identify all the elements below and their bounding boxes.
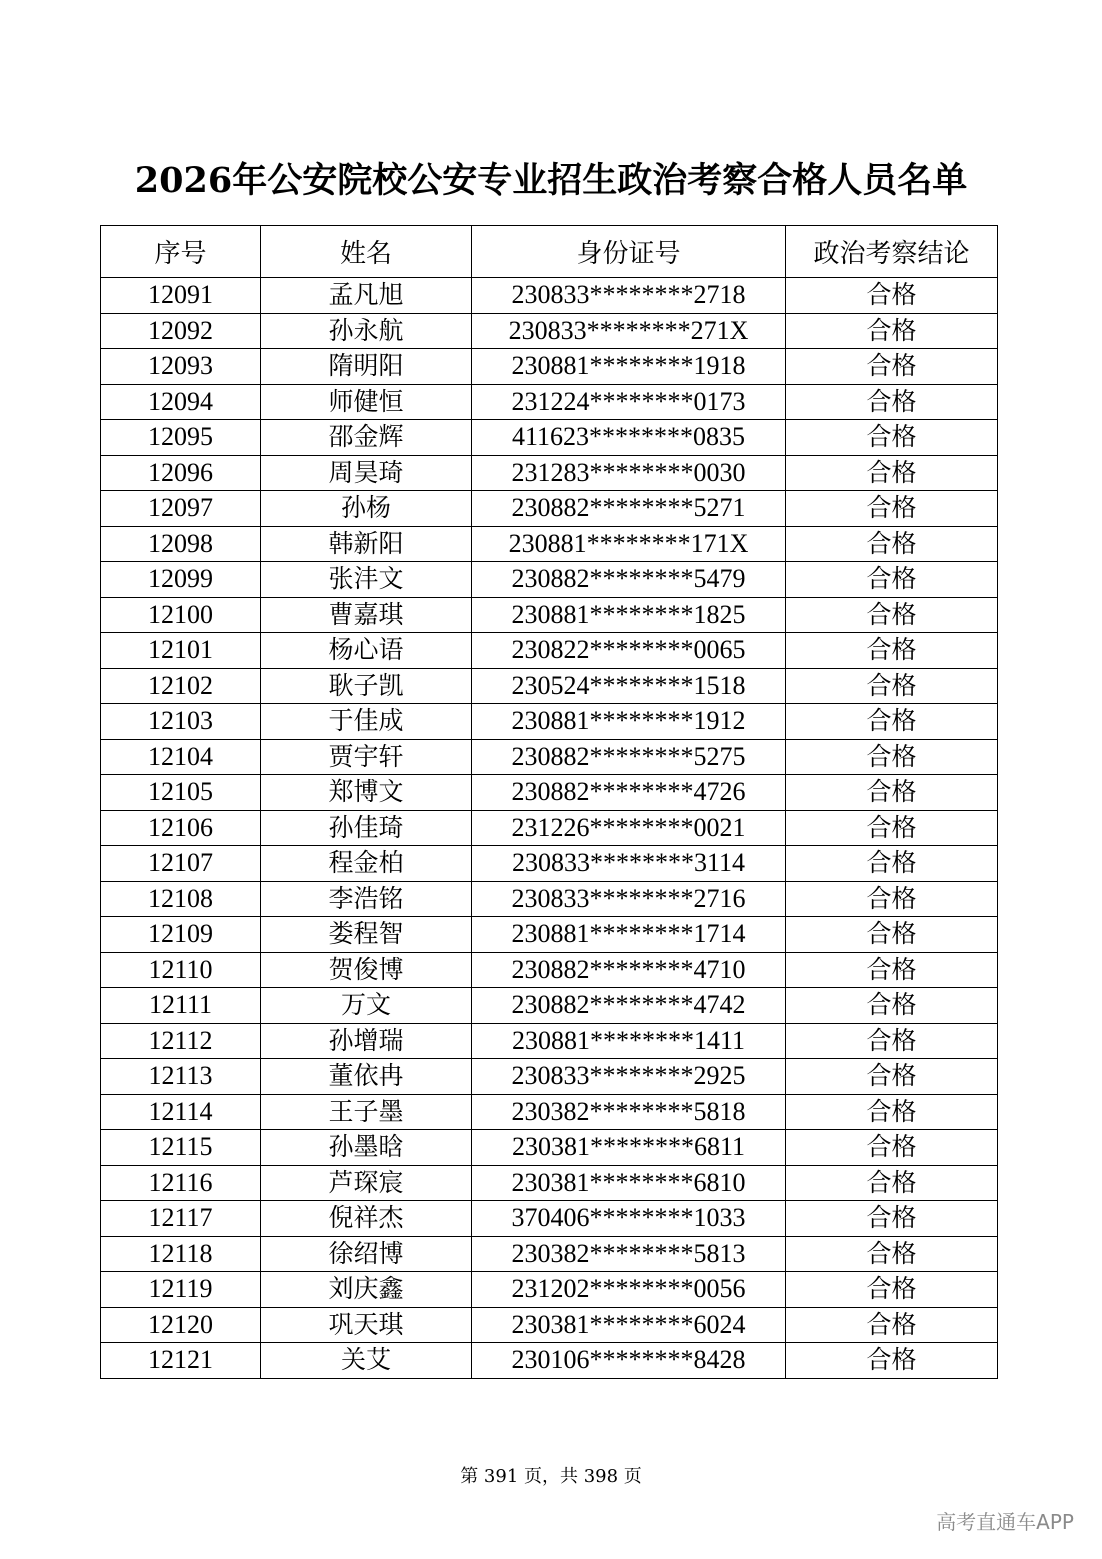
table-row — [101, 1343, 998, 1379]
id-number-cell: 230881********1825 — [472, 597, 786, 633]
table-row — [101, 455, 998, 491]
id-number-cell: 231224********0173 — [472, 384, 786, 420]
conclusion-cell: 合格 — [786, 384, 998, 420]
id-number-cell: 230833********2718 — [472, 278, 786, 314]
id-number-cell: 230882********5271 — [472, 491, 786, 527]
id-number-cell: 230833********3114 — [472, 846, 786, 882]
id-number-cell: 230822********0065 — [472, 633, 786, 669]
column-header-id-number: 身份证号 — [472, 226, 786, 278]
name-cell: 杨心语 — [261, 633, 472, 669]
name-cell: 万文 — [261, 988, 472, 1024]
id-number-cell: 230881********171X — [472, 526, 786, 562]
name-cell: 耿子凯 — [261, 668, 472, 704]
table-row — [101, 597, 998, 633]
conclusion-cell: 合格 — [786, 810, 998, 846]
name-cell: 师健恒 — [261, 384, 472, 420]
id-number-cell: 230881********1918 — [472, 349, 786, 385]
seq-cell: 12120 — [101, 1307, 261, 1343]
seq-cell: 12101 — [101, 633, 261, 669]
seq-cell: 12097 — [101, 491, 261, 527]
seq-cell: 12095 — [101, 420, 261, 456]
table-row — [101, 988, 998, 1024]
conclusion-cell: 合格 — [786, 775, 998, 811]
id-number-cell: 230882********4710 — [472, 952, 786, 988]
seq-cell: 12102 — [101, 668, 261, 704]
id-number-cell: 230382********5818 — [472, 1094, 786, 1130]
seq-cell: 12110 — [101, 952, 261, 988]
conclusion-cell: 合格 — [786, 562, 998, 598]
table-row — [101, 633, 998, 669]
conclusion-cell: 合格 — [786, 420, 998, 456]
name-cell: 孙永航 — [261, 313, 472, 349]
seq-cell: 12099 — [101, 562, 261, 598]
name-cell: 关艾 — [261, 1343, 472, 1379]
seq-cell: 12121 — [101, 1343, 261, 1379]
seq-cell: 12107 — [101, 846, 261, 882]
seq-cell: 12094 — [101, 384, 261, 420]
table-row — [101, 491, 998, 527]
id-number-cell: 230382********5813 — [472, 1236, 786, 1272]
id-number-cell: 230106********8428 — [472, 1343, 786, 1379]
table-row — [101, 739, 998, 775]
id-number-cell: 230882********5479 — [472, 562, 786, 598]
roster-body — [101, 278, 998, 1379]
seq-cell: 12104 — [101, 739, 261, 775]
table-row — [101, 526, 998, 562]
conclusion-cell: 合格 — [786, 1307, 998, 1343]
conclusion-cell: 合格 — [786, 526, 998, 562]
table-row — [101, 846, 998, 882]
table-row — [101, 1272, 998, 1308]
id-number-cell: 231226********0021 — [472, 810, 786, 846]
id-number-cell: 230881********1714 — [472, 917, 786, 953]
page-title: 2026年公安院校公安专业招生政治考察合格人员名单 — [134, 160, 968, 201]
id-number-cell: 230381********6810 — [472, 1165, 786, 1201]
name-cell: 孙墨晗 — [261, 1130, 472, 1166]
conclusion-cell: 合格 — [786, 1236, 998, 1272]
table-row — [101, 881, 998, 917]
conclusion-cell: 合格 — [786, 1130, 998, 1166]
table-row — [101, 1165, 998, 1201]
table-header-row — [101, 226, 998, 278]
conclusion-cell: 合格 — [786, 313, 998, 349]
seq-cell: 12091 — [101, 278, 261, 314]
id-number-cell: 230882********4742 — [472, 988, 786, 1024]
table-row — [101, 917, 998, 953]
conclusion-cell: 合格 — [786, 597, 998, 633]
table-row — [101, 952, 998, 988]
seq-cell: 12093 — [101, 349, 261, 385]
name-cell: 巩天琪 — [261, 1307, 472, 1343]
conclusion-cell: 合格 — [786, 881, 998, 917]
table-row — [101, 420, 998, 456]
id-number-cell: 230833********2925 — [472, 1059, 786, 1095]
seq-cell: 12096 — [101, 455, 261, 491]
conclusion-cell: 合格 — [786, 668, 998, 704]
name-cell: 孙杨 — [261, 491, 472, 527]
id-number-cell: 370406********1033 — [472, 1201, 786, 1237]
conclusion-cell: 合格 — [786, 1201, 998, 1237]
name-cell: 周昊琦 — [261, 455, 472, 491]
name-cell: 贾宇轩 — [261, 739, 472, 775]
id-number-cell: 230381********6811 — [472, 1130, 786, 1166]
name-cell: 刘庆鑫 — [261, 1272, 472, 1308]
seq-cell: 12115 — [101, 1130, 261, 1166]
id-number-cell: 230881********1912 — [472, 704, 786, 740]
table-row — [101, 668, 998, 704]
conclusion-cell: 合格 — [786, 1272, 998, 1308]
id-number-cell: 230881********1411 — [472, 1023, 786, 1059]
table-row — [101, 1130, 998, 1166]
name-cell: 程金柏 — [261, 846, 472, 882]
seq-cell: 12106 — [101, 810, 261, 846]
seq-cell: 12116 — [101, 1165, 261, 1201]
table-row — [101, 1094, 998, 1130]
conclusion-cell: 合格 — [786, 739, 998, 775]
seq-cell: 12092 — [101, 313, 261, 349]
name-cell: 王子墨 — [261, 1094, 472, 1130]
name-cell: 芦琛宸 — [261, 1165, 472, 1201]
conclusion-cell: 合格 — [786, 491, 998, 527]
conclusion-cell: 合格 — [786, 1059, 998, 1095]
conclusion-cell: 合格 — [786, 349, 998, 385]
name-cell: 贺俊博 — [261, 952, 472, 988]
id-number-cell: 230882********5275 — [472, 739, 786, 775]
name-cell: 孟凡旭 — [261, 278, 472, 314]
table-row — [101, 384, 998, 420]
seq-cell: 12100 — [101, 597, 261, 633]
name-cell: 李浩铭 — [261, 881, 472, 917]
table-row — [101, 1201, 998, 1237]
seq-cell: 12113 — [101, 1059, 261, 1095]
name-cell: 倪祥杰 — [261, 1201, 472, 1237]
watermark: 高考直通车APP — [936, 1510, 1074, 1534]
name-cell: 于佳成 — [261, 704, 472, 740]
seq-cell: 12111 — [101, 988, 261, 1024]
roster-table — [100, 225, 998, 1379]
name-cell: 郑博文 — [261, 775, 472, 811]
conclusion-cell: 合格 — [786, 633, 998, 669]
id-number-cell: 411623********0835 — [472, 420, 786, 456]
seq-cell: 12117 — [101, 1201, 261, 1237]
table-row — [101, 1307, 998, 1343]
table-row — [101, 1023, 998, 1059]
table-row — [101, 1059, 998, 1095]
seq-cell: 12119 — [101, 1272, 261, 1308]
conclusion-cell: 合格 — [786, 278, 998, 314]
name-cell: 邵金辉 — [261, 420, 472, 456]
table-row — [101, 349, 998, 385]
seq-cell: 12098 — [101, 526, 261, 562]
table-row — [101, 775, 998, 811]
id-number-cell: 230833********2716 — [472, 881, 786, 917]
table-row — [101, 1236, 998, 1272]
page-number: 第 391 页，共 398 页 — [460, 1466, 642, 1487]
conclusion-cell: 合格 — [786, 704, 998, 740]
table-row — [101, 562, 998, 598]
name-cell: 隋明阳 — [261, 349, 472, 385]
name-cell: 韩新阳 — [261, 526, 472, 562]
seq-cell: 12105 — [101, 775, 261, 811]
seq-cell: 12114 — [101, 1094, 261, 1130]
name-cell: 娄程智 — [261, 917, 472, 953]
column-header-name: 姓名 — [261, 226, 472, 278]
conclusion-cell: 合格 — [786, 1094, 998, 1130]
id-number-cell: 230381********6024 — [472, 1307, 786, 1343]
conclusion-cell: 合格 — [786, 988, 998, 1024]
seq-cell: 12112 — [101, 1023, 261, 1059]
id-number-cell: 230882********4726 — [472, 775, 786, 811]
id-number-cell: 230833********271X — [472, 313, 786, 349]
seq-cell: 12118 — [101, 1236, 261, 1272]
conclusion-cell: 合格 — [786, 846, 998, 882]
seq-cell: 12103 — [101, 704, 261, 740]
conclusion-cell: 合格 — [786, 1165, 998, 1201]
table-row — [101, 313, 998, 349]
column-header-seq: 序号 — [101, 226, 261, 278]
seq-cell: 12109 — [101, 917, 261, 953]
name-cell: 张沣文 — [261, 562, 472, 598]
seq-cell: 12108 — [101, 881, 261, 917]
conclusion-cell: 合格 — [786, 917, 998, 953]
conclusion-cell: 合格 — [786, 455, 998, 491]
id-number-cell: 231283********0030 — [472, 455, 786, 491]
id-number-cell: 230524********1518 — [472, 668, 786, 704]
name-cell: 曹嘉琪 — [261, 597, 472, 633]
name-cell: 董依冉 — [261, 1059, 472, 1095]
table-row — [101, 278, 998, 314]
column-header-conclusion: 政治考察结论 — [786, 226, 998, 278]
name-cell: 徐绍博 — [261, 1236, 472, 1272]
table-row — [101, 810, 998, 846]
conclusion-cell: 合格 — [786, 952, 998, 988]
conclusion-cell: 合格 — [786, 1343, 998, 1379]
conclusion-cell: 合格 — [786, 1023, 998, 1059]
id-number-cell: 231202********0056 — [472, 1272, 786, 1308]
name-cell: 孙增瑞 — [261, 1023, 472, 1059]
name-cell: 孙佳琦 — [261, 810, 472, 846]
table-row — [101, 704, 998, 740]
